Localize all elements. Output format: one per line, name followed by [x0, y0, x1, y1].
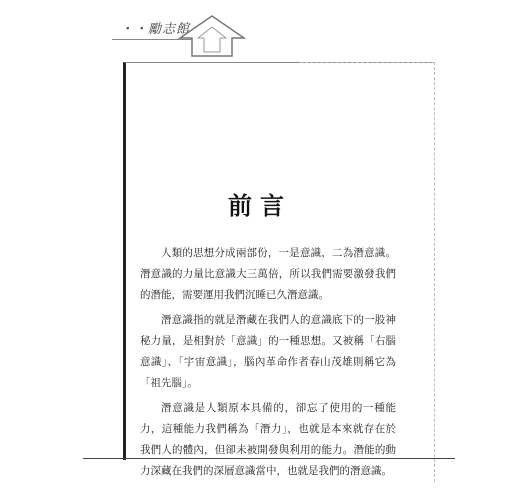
paragraph-1: 人類的思想分成兩部份，一是意識，二為潛意識。潛意識的力量比意識大三萬倍，所以我們需要激發我們的潛能，需要運用我們沉睡已久潛意識。: [140, 247, 396, 301]
page-title: 前言: [228, 192, 292, 220]
header-label: ・・勵志館: [120, 22, 191, 37]
paragraph-2: 潛意識指的就是潛藏在我們人的意識底下的一股神秘力量，是相對於「意識」的一種思想。又被稱「右腦意識」、「宇宙意識」，腦內革命作者春山茂雄則稱它為「祖先腦」。: [140, 314, 396, 389]
house-icon: [176, 12, 246, 60]
body-text: [140, 243, 396, 486]
paragraph-3: 潛意識是人類原本具備的，卻忘了使用的一種能力，這種能力我們稱為「潛力」，也就是本來就存在於我們人的體內，但卻未被開發與利用的能力。潛能的動力深藏在我們的深層意識當中，也就是我們的潛意識。: [140, 402, 396, 477]
frame-right-dashes: [434, 62, 435, 482]
frame-top-dashes: [300, 62, 435, 63]
